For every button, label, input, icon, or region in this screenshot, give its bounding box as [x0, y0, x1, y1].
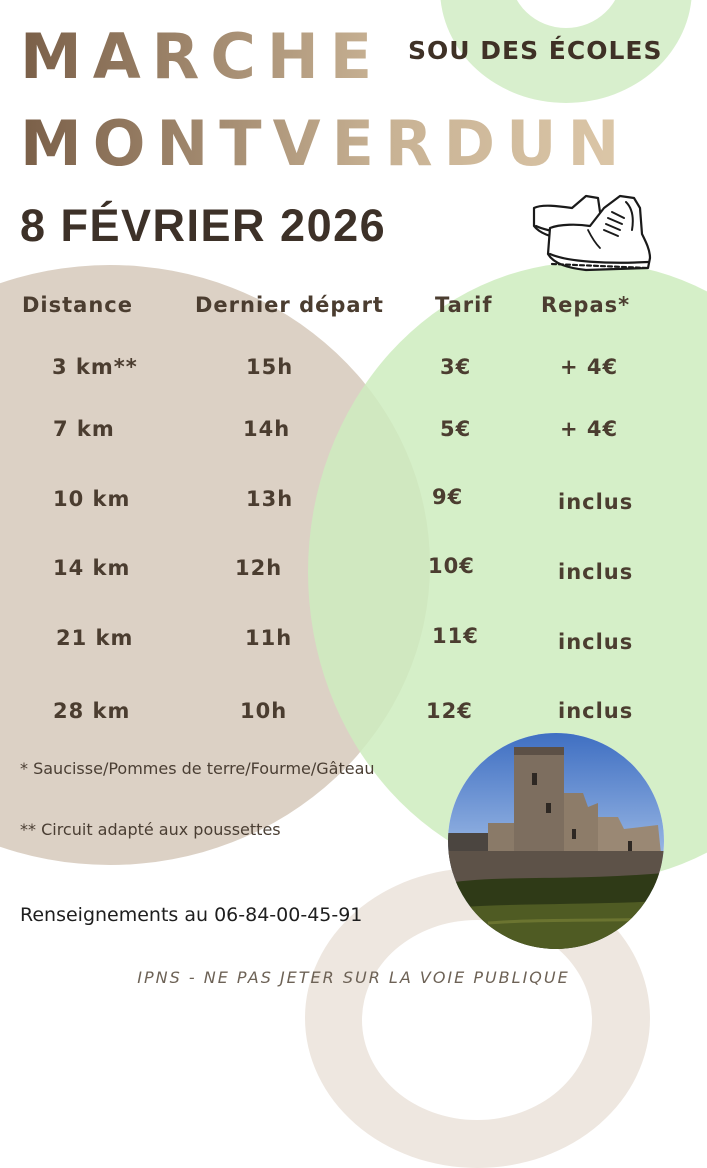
row-3-distance: 10 km [53, 487, 131, 511]
row-5-price: 11€ [432, 624, 479, 648]
title-line-2: MONTVERDUN [20, 107, 631, 180]
decorative-circle-bottom-inner [362, 920, 592, 1120]
header-price: Tarif [435, 293, 493, 317]
row-6-distance: 28 km [53, 699, 131, 723]
footer-disclaimer: IPNS - NE PAS JETER SUR LA VOIE PUBLIQUE [137, 968, 570, 987]
row-3-meal: inclus [558, 490, 634, 514]
hiking-boots-icon [528, 178, 658, 278]
title-line-1: MARCHE [20, 20, 384, 93]
row-4-distance: 14 km [53, 556, 131, 580]
event-date: 8 FÉVRIER 2026 [20, 200, 387, 251]
organizer-name: SOU DES ÉCOLES [408, 36, 663, 65]
header-distance: Distance [22, 293, 133, 317]
row-4-last-departure: 12h [235, 556, 283, 580]
row-5-meal: inclus [558, 630, 634, 654]
row-1-price: 3€ [440, 355, 472, 379]
row-1-distance: 3 km** [52, 355, 138, 379]
header-last-departure: Dernier départ [195, 293, 384, 317]
row-5-distance: 21 km [56, 626, 134, 650]
row-1-meal: + 4€ [560, 355, 619, 379]
row-6-meal: inclus [558, 699, 634, 723]
row-6-price: 12€ [426, 699, 473, 723]
row-3-price: 9€ [432, 485, 464, 509]
header-meal: Repas* [541, 293, 631, 317]
row-3-last-departure: 13h [246, 487, 294, 511]
row-4-price: 10€ [428, 554, 475, 578]
row-4-meal: inclus [558, 560, 634, 584]
row-1-last-departure: 15h [246, 355, 294, 379]
row-2-last-departure: 14h [243, 417, 291, 441]
row-2-distance: 7 km [53, 417, 115, 441]
row-2-meal: + 4€ [560, 417, 619, 441]
row-2-price: 5€ [440, 417, 472, 441]
row-6-last-departure: 10h [240, 699, 288, 723]
meal-footnote: * Saucisse/Pommes de terre/Fourme/Gâteau [20, 759, 375, 778]
castle-photo [448, 733, 664, 949]
contact-info: Renseignements au 06-84-00-45-91 [20, 904, 363, 926]
row-5-last-departure: 11h [245, 626, 293, 650]
stroller-footnote: ** Circuit adapté aux poussettes [20, 820, 281, 839]
